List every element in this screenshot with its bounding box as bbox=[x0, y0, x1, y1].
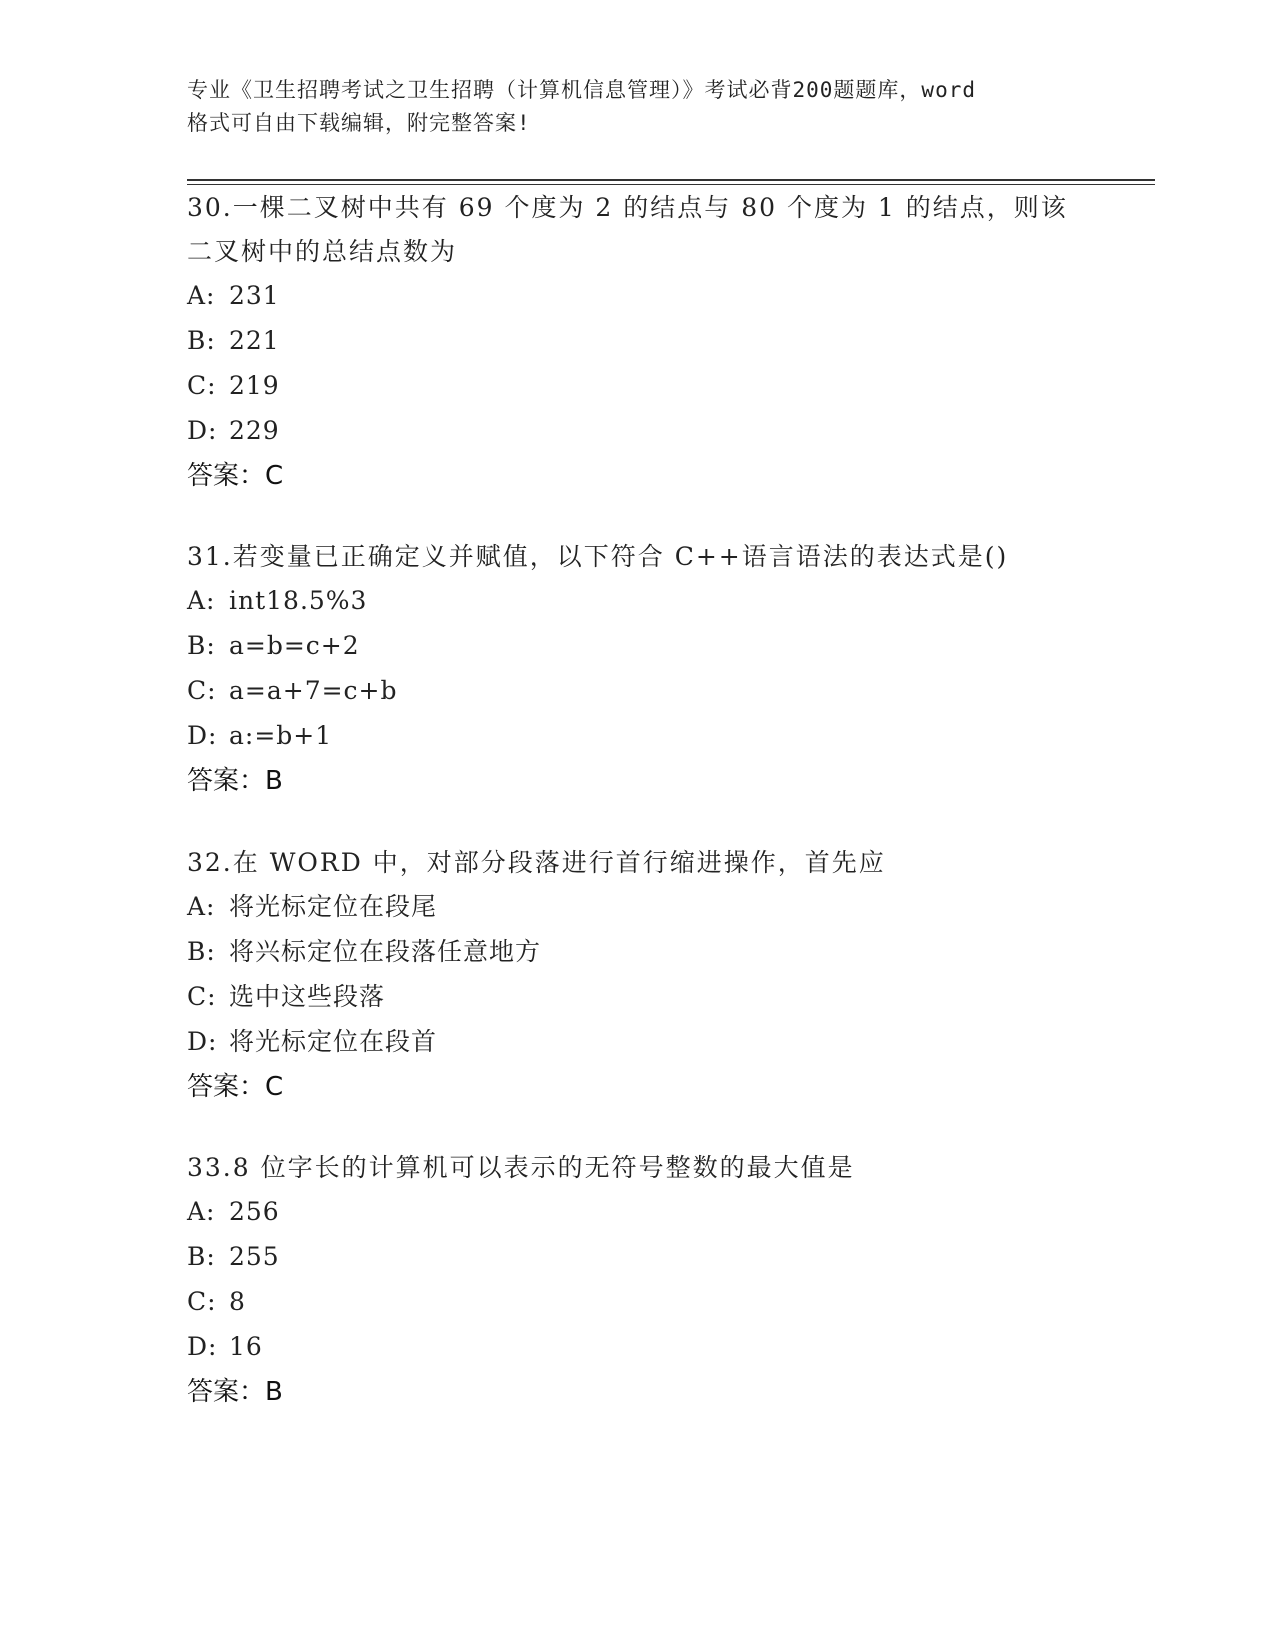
answer-value: C bbox=[265, 1072, 284, 1102]
option-text: 选中这些段落 bbox=[229, 982, 386, 1011]
option-letter: C: bbox=[187, 371, 217, 400]
option-text: 231 bbox=[229, 281, 280, 310]
option-a bbox=[187, 274, 1107, 319]
answer-label: 答案： bbox=[187, 461, 266, 491]
option-letter: B: bbox=[187, 326, 216, 355]
option-letter: C: bbox=[187, 982, 217, 1011]
option-b bbox=[187, 1235, 1107, 1280]
option-letter: B: bbox=[187, 937, 216, 966]
question-stem: 33.8 位字长的计算机可以表示的无符号整数的最大值是 bbox=[187, 1153, 855, 1182]
option-text: 将光标定位在段尾 bbox=[229, 892, 438, 921]
option-d bbox=[187, 1325, 1107, 1370]
question-30 bbox=[187, 186, 1107, 498]
option-d bbox=[187, 714, 1107, 759]
question-stem: 31.若变量已正确定义并赋值，以下符合 C++语言语法的表达式是() bbox=[187, 542, 1009, 571]
header-divider-top bbox=[187, 179, 1155, 181]
question-stem: 30.一棵二叉树中共有 69 个度为 2 的结点与 80 个度为 1 的结点，则该 bbox=[187, 193, 1068, 222]
option-text: a=b=c+2 bbox=[229, 631, 360, 660]
option-text: 16 bbox=[229, 1332, 263, 1361]
option-letter: A: bbox=[187, 281, 216, 310]
answer-label: 答案： bbox=[187, 1377, 266, 1407]
answer-line bbox=[187, 1065, 1107, 1109]
option-text: 256 bbox=[229, 1197, 280, 1226]
option-letter: C: bbox=[187, 676, 217, 705]
header-divider-bottom bbox=[187, 184, 1155, 185]
option-letter: D: bbox=[187, 1027, 218, 1056]
option-letter: C: bbox=[187, 1287, 217, 1316]
option-c bbox=[187, 364, 1107, 409]
option-text: 255 bbox=[229, 1242, 280, 1271]
option-text: int18.5%3 bbox=[229, 586, 368, 615]
option-letter: D: bbox=[187, 416, 218, 445]
question-31 bbox=[187, 535, 1107, 803]
option-a bbox=[187, 885, 1107, 930]
option-text: 221 bbox=[229, 326, 280, 355]
option-b bbox=[187, 624, 1107, 669]
answer-value: C bbox=[265, 461, 284, 491]
document-header bbox=[187, 74, 1087, 140]
header-line-1: 专业《卫生招聘考试之卫生招聘（计算机信息管理）》考试必背200题题库，word bbox=[187, 78, 976, 102]
header-line-2: 格式可自由下载编辑，附完整答案! bbox=[187, 111, 531, 135]
option-letter: B: bbox=[187, 1242, 216, 1271]
option-a bbox=[187, 579, 1107, 624]
option-c bbox=[187, 975, 1107, 1020]
question-stem: 32.在 WORD 中，对部分段落进行首行缩进操作，首先应 bbox=[187, 848, 886, 877]
option-d bbox=[187, 1020, 1107, 1065]
answer-label: 答案： bbox=[187, 766, 266, 796]
option-b bbox=[187, 319, 1107, 364]
option-letter: D: bbox=[187, 721, 218, 750]
option-text: 将光标定位在段首 bbox=[229, 1027, 438, 1056]
option-text: a:=b+1 bbox=[229, 721, 333, 750]
option-letter: A: bbox=[187, 1197, 216, 1226]
option-letter: B: bbox=[187, 631, 216, 660]
option-text: 219 bbox=[229, 371, 280, 400]
answer-line bbox=[187, 1370, 1107, 1414]
question-33 bbox=[187, 1146, 1107, 1414]
option-d bbox=[187, 409, 1107, 454]
option-letter: A: bbox=[187, 892, 216, 921]
option-text: 8 bbox=[229, 1287, 246, 1316]
answer-line bbox=[187, 759, 1107, 803]
answer-value: B bbox=[265, 766, 283, 796]
option-text: 229 bbox=[229, 416, 280, 445]
answer-label: 答案： bbox=[187, 1072, 266, 1102]
option-a bbox=[187, 1190, 1107, 1235]
option-letter: D: bbox=[187, 1332, 218, 1361]
answer-line bbox=[187, 454, 1107, 498]
question-stem-continued: 二叉树中的总结点数为 bbox=[187, 237, 458, 266]
option-letter: A: bbox=[187, 586, 216, 615]
option-c bbox=[187, 669, 1107, 714]
option-text: 将兴标定位在段落任意地方 bbox=[229, 937, 542, 966]
option-text: a=a+7=c+b bbox=[229, 676, 398, 705]
answer-value: B bbox=[265, 1377, 283, 1407]
option-b bbox=[187, 930, 1107, 975]
option-c bbox=[187, 1280, 1107, 1325]
question-32 bbox=[187, 841, 1107, 1109]
